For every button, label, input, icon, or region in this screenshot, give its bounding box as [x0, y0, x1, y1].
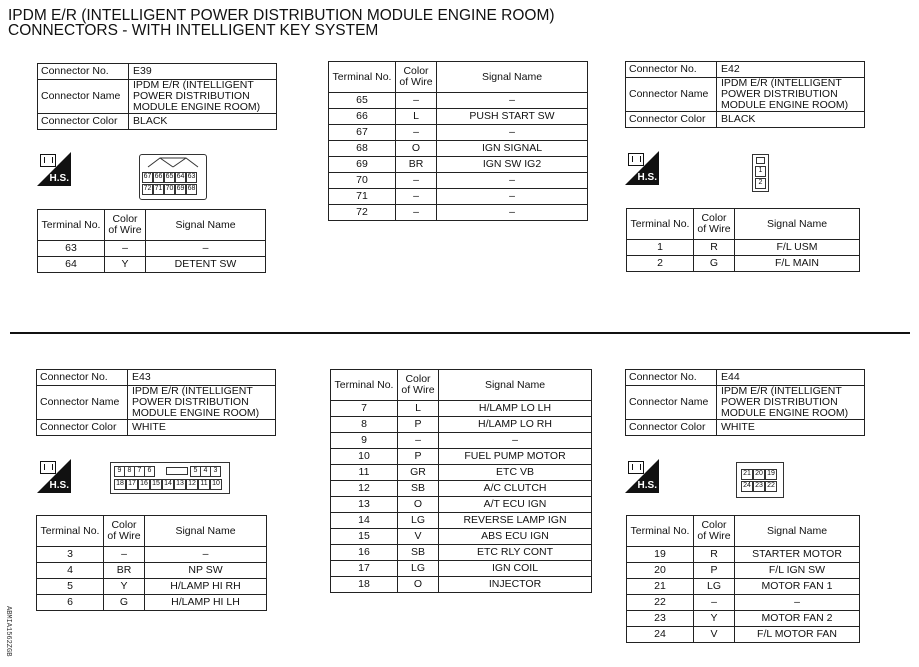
wire-color-cell: – — [396, 173, 437, 189]
wire-color-cell: G — [104, 595, 145, 611]
signal-name-cell: – — [437, 189, 588, 205]
signal-name-header: Signal Name — [146, 210, 266, 241]
signal-name-cell: – — [439, 433, 592, 449]
connector-pin: 69 — [175, 184, 186, 195]
signal-name-header: Signal Name — [735, 209, 860, 240]
connector-pin: 65 — [164, 172, 175, 183]
page-title-line-2: CONNECTORS - WITH INTELLIGENT KEY SYSTEM — [8, 22, 379, 39]
wire-color-cell: – — [105, 241, 146, 257]
connector-no-label: Connector No. — [626, 62, 717, 78]
signal-name-cell: IGN SW IG2 — [437, 157, 588, 173]
connector-pin: 5 — [190, 466, 201, 477]
terminal-no-cell: 65 — [329, 93, 396, 109]
signal-name-cell: F/L USM — [735, 240, 860, 256]
terminal-no-header: Terminal No. — [627, 209, 694, 240]
terminal-no-cell: 71 — [329, 189, 396, 205]
signal-name-cell: ABS ECU IGN — [439, 529, 592, 545]
signal-name-cell: – — [437, 125, 588, 141]
terminal-no-cell: 64 — [38, 257, 105, 273]
signal-name-cell: PUSH START SW — [437, 109, 588, 125]
connector-pin: 9 — [114, 466, 125, 477]
terminal-no-cell: 19 — [627, 547, 694, 563]
table-row — [329, 173, 588, 189]
e44-connector-no: E44 — [717, 370, 865, 386]
e44-terminal-table — [626, 515, 860, 643]
terminal-no-cell: 16 — [331, 545, 398, 561]
e42-connector-no: E42 — [717, 62, 865, 78]
wire-color-cell: Y — [104, 579, 145, 595]
wire-color-cell: LG — [694, 579, 735, 595]
hs-harness-side-icon: H.S. — [625, 151, 659, 185]
signal-name-cell: – — [437, 205, 588, 221]
signal-name-cell: H/LAMP HI RH — [145, 579, 267, 595]
terminal-no-header: Terminal No. — [627, 516, 694, 547]
terminal-no-cell: 10 — [331, 449, 398, 465]
signal-name-cell: F/L IGN SW — [735, 563, 860, 579]
connector-pin: 24 — [741, 481, 753, 492]
terminal-no-cell: 12 — [331, 481, 398, 497]
wire-color-cell: R — [694, 240, 735, 256]
page-title — [8, 8, 555, 38]
signal-name-cell: A/T ECU IGN — [439, 497, 592, 513]
connector-name-label: Connector Name — [37, 386, 128, 420]
connector-pin: 68 — [186, 184, 197, 195]
connector-pin: 67 — [142, 172, 153, 183]
table-row — [329, 189, 588, 205]
signal-name-cell: ETC VB — [439, 465, 592, 481]
table-row — [627, 595, 860, 611]
terminal-no-cell: 15 — [331, 529, 398, 545]
terminal-no-cell: 20 — [627, 563, 694, 579]
connector-pin: 13 — [174, 479, 186, 490]
wire-color-cell: P — [398, 449, 439, 465]
wire-color-cell: P — [398, 417, 439, 433]
color-of-wire-header: Color of Wire — [105, 210, 146, 241]
table-row — [331, 545, 592, 561]
terminal-no-cell: 70 — [329, 173, 396, 189]
e39-connector-color: BLACK — [129, 114, 277, 130]
signal-name-header: Signal Name — [735, 516, 860, 547]
signal-name-cell: DETENT SW — [146, 257, 266, 273]
connector-pin: 3 — [210, 466, 221, 477]
terminal-no-cell: 7 — [331, 401, 398, 417]
connector-pin: 64 — [175, 172, 186, 183]
connector-color-label: Connector Color — [37, 420, 128, 436]
signal-name-cell: H/LAMP HI LH — [145, 595, 267, 611]
wire-color-cell: – — [396, 189, 437, 205]
hs-harness-side-icon: H.S. — [37, 152, 71, 186]
terminal-no-cell: 22 — [627, 595, 694, 611]
table-row — [627, 240, 860, 256]
terminal-no-cell: 5 — [37, 579, 104, 595]
connector-pin: 21 — [741, 469, 753, 480]
signal-name-cell: FUEL PUMP MOTOR — [439, 449, 592, 465]
color-of-wire-header: Color of Wire — [694, 516, 735, 547]
terminal-no-cell: 1 — [627, 240, 694, 256]
table-row — [331, 529, 592, 545]
e39-terminal-table-continued — [328, 61, 588, 221]
signal-name-cell: F/L MOTOR FAN — [735, 627, 860, 643]
terminal-no-cell: 8 — [331, 417, 398, 433]
connector-pin: 7 — [134, 466, 145, 477]
table-row — [329, 157, 588, 173]
terminal-no-header: Terminal No. — [329, 62, 396, 93]
wire-color-cell: – — [104, 547, 145, 563]
hs-harness-side-icon: H.S. — [37, 459, 71, 493]
e43-connector-face-diagram — [110, 462, 230, 494]
signal-name-cell: – — [145, 547, 267, 563]
connector-pin: 17 — [126, 479, 138, 490]
wire-color-cell: V — [398, 529, 439, 545]
table-row — [38, 241, 266, 257]
e42-info-table — [625, 61, 865, 128]
table-row — [37, 595, 267, 611]
wire-color-cell: O — [398, 577, 439, 593]
connector-pin: 1 — [755, 166, 766, 177]
signal-name-cell: ETC RLY CONT — [439, 545, 592, 561]
terminal-no-cell: 17 — [331, 561, 398, 577]
wire-color-cell: – — [396, 205, 437, 221]
terminal-no-cell: 2 — [627, 256, 694, 272]
wire-color-cell: V — [694, 627, 735, 643]
wire-color-cell: L — [398, 401, 439, 417]
terminal-no-header: Terminal No. — [38, 210, 105, 241]
terminal-no-cell: 21 — [627, 579, 694, 595]
connector-pin: 66 — [153, 172, 164, 183]
e42-terminal-table — [626, 208, 860, 272]
wire-color-cell: P — [694, 563, 735, 579]
e42-connector-name: IPDM E/R (INTELLIGENT POWER DISTRIBUTION MODULE ENGINE ROOM) — [717, 78, 865, 112]
wire-color-cell: LG — [398, 561, 439, 577]
table-row — [331, 561, 592, 577]
wire-color-cell: BR — [104, 563, 145, 579]
connector-pin: 4 — [200, 466, 211, 477]
connector-pin: 72 — [142, 184, 153, 195]
table-row — [331, 497, 592, 513]
signal-name-cell: REVERSE LAMP IGN — [439, 513, 592, 529]
wire-color-cell: G — [694, 256, 735, 272]
connector-key — [166, 467, 188, 475]
e43-info-table — [36, 369, 276, 436]
color-of-wire-header: Color of Wire — [396, 62, 437, 93]
wire-color-cell: GR — [398, 465, 439, 481]
table-row — [329, 205, 588, 221]
wire-color-cell: R — [694, 547, 735, 563]
connector-name-label: Connector Name — [626, 386, 717, 420]
connector-pin: 71 — [153, 184, 164, 195]
terminal-no-cell: 69 — [329, 157, 396, 173]
connector-name-label: Connector Name — [38, 80, 129, 114]
terminal-no-cell: 18 — [331, 577, 398, 593]
table-row — [627, 563, 860, 579]
wire-color-cell: BR — [396, 157, 437, 173]
table-row — [627, 611, 860, 627]
table-row — [331, 577, 592, 593]
table-row — [329, 141, 588, 157]
terminal-no-cell: 72 — [329, 205, 396, 221]
table-row — [627, 627, 860, 643]
connector-pin: 11 — [198, 479, 210, 490]
connector-pin: 18 — [114, 479, 126, 490]
connector-pin: 22 — [765, 481, 777, 492]
signal-name-cell: IGN SIGNAL — [437, 141, 588, 157]
e39-connector-face-diagram — [139, 154, 207, 200]
connector-no-label: Connector No. — [38, 64, 129, 80]
table-row — [627, 256, 860, 272]
e44-connector-name: IPDM E/R (INTELLIGENT POWER DISTRIBUTION MODULE ENGINE ROOM) — [717, 386, 865, 420]
wire-color-cell: – — [398, 433, 439, 449]
table-row — [331, 513, 592, 529]
e39-connector-name: IPDM E/R (INTELLIGENT POWER DISTRIBUTION MODULE ENGINE ROOM) — [129, 80, 277, 114]
e39-connector-latch — [140, 155, 206, 169]
table-row — [37, 579, 267, 595]
table-row — [627, 547, 860, 563]
signal-name-cell: A/C CLUTCH — [439, 481, 592, 497]
signal-name-cell: H/LAMP LO RH — [439, 417, 592, 433]
signal-name-cell: STARTER MOTOR — [735, 547, 860, 563]
terminal-no-cell: 4 — [37, 563, 104, 579]
terminal-no-cell: 66 — [329, 109, 396, 125]
connector-pin: 20 — [753, 469, 765, 480]
signal-name-cell: INJECTOR — [439, 577, 592, 593]
signal-name-header: Signal Name — [439, 370, 592, 401]
signal-name-cell: – — [146, 241, 266, 257]
signal-name-header: Signal Name — [437, 62, 588, 93]
connector-pin: 10 — [210, 479, 222, 490]
signal-name-cell: – — [735, 595, 860, 611]
e39-info-table — [37, 63, 277, 130]
table-row — [627, 579, 860, 595]
connector-no-label: Connector No. — [37, 370, 128, 386]
terminal-no-cell: 68 — [329, 141, 396, 157]
e44-connector-face-diagram — [736, 462, 784, 498]
terminal-no-cell: 11 — [331, 465, 398, 481]
hs-harness-side-icon: H.S. — [625, 459, 659, 493]
connector-pin: 12 — [186, 479, 198, 490]
wire-color-cell: O — [396, 141, 437, 157]
connector-key — [756, 157, 765, 164]
signal-name-cell: MOTOR FAN 1 — [735, 579, 860, 595]
color-of-wire-header: Color of Wire — [694, 209, 735, 240]
terminal-no-cell: 67 — [329, 125, 396, 141]
table-row — [37, 547, 267, 563]
connector-no-label: Connector No. — [626, 370, 717, 386]
terminal-no-cell: 3 — [37, 547, 104, 563]
connector-pin: 14 — [162, 479, 174, 490]
terminal-no-cell: 23 — [627, 611, 694, 627]
table-row — [38, 257, 266, 273]
wire-color-cell: LG — [398, 513, 439, 529]
table-row — [331, 417, 592, 433]
e43-connector-no: E43 — [128, 370, 276, 386]
terminal-no-cell: 13 — [331, 497, 398, 513]
terminal-no-cell: 9 — [331, 433, 398, 449]
wire-color-cell: SB — [398, 481, 439, 497]
color-of-wire-header: Color of Wire — [398, 370, 439, 401]
signal-name-cell: NP SW — [145, 563, 267, 579]
terminal-no-cell: 6 — [37, 595, 104, 611]
table-row — [329, 93, 588, 109]
connector-pin: 16 — [138, 479, 150, 490]
e43-terminal-table-continued — [330, 369, 592, 593]
table-row — [37, 563, 267, 579]
wire-color-cell: – — [694, 595, 735, 611]
connector-color-label: Connector Color — [626, 420, 717, 436]
e39-connector-no: E39 — [129, 64, 277, 80]
wire-color-cell: Y — [105, 257, 146, 273]
terminal-no-cell: 14 — [331, 513, 398, 529]
table-row — [329, 109, 588, 125]
connector-name-label: Connector Name — [626, 78, 717, 112]
terminal-no-cell: 63 — [38, 241, 105, 257]
table-row — [331, 401, 592, 417]
signal-name-cell: F/L MAIN — [735, 256, 860, 272]
connector-pin: 6 — [144, 466, 155, 477]
connector-pin: 15 — [150, 479, 162, 490]
signal-name-cell: IGN COIL — [439, 561, 592, 577]
connector-pin: 23 — [753, 481, 765, 492]
signal-name-cell: – — [437, 173, 588, 189]
connector-color-label: Connector Color — [38, 114, 129, 130]
connector-pin: 2 — [755, 178, 766, 189]
wire-color-cell: – — [396, 93, 437, 109]
terminal-no-cell: 24 — [627, 627, 694, 643]
signal-name-cell: H/LAMP LO LH — [439, 401, 592, 417]
e43-connector-color: WHITE — [128, 420, 276, 436]
e43-terminal-table — [36, 515, 267, 611]
terminal-no-header: Terminal No. — [331, 370, 398, 401]
wire-color-cell: L — [396, 109, 437, 125]
wire-color-cell: O — [398, 497, 439, 513]
wire-color-cell: Y — [694, 611, 735, 627]
e42-connector-face-diagram — [752, 154, 769, 192]
color-of-wire-header: Color of Wire — [104, 516, 145, 547]
e44-connector-color: WHITE — [717, 420, 865, 436]
page-title-line-1: IPDM E/R (INTELLIGENT POWER DISTRIBUTION MODULE ENGINE ROOM) — [8, 7, 555, 24]
e39-terminal-table — [37, 209, 266, 273]
signal-name-header: Signal Name — [145, 516, 267, 547]
wire-color-cell: – — [396, 125, 437, 141]
wire-color-cell: SB — [398, 545, 439, 561]
connector-pin: 70 — [164, 184, 175, 195]
e43-connector-name: IPDM E/R (INTELLIGENT POWER DISTRIBUTION MODULE ENGINE ROOM) — [128, 386, 276, 420]
e44-info-table — [625, 369, 865, 436]
connector-pin: 8 — [124, 466, 135, 477]
connector-pin: 63 — [186, 172, 197, 183]
terminal-no-header: Terminal No. — [37, 516, 104, 547]
table-row — [331, 481, 592, 497]
figure-code: ABMIA1562ZGB — [4, 606, 12, 657]
table-row — [331, 433, 592, 449]
table-row — [331, 465, 592, 481]
section-divider — [10, 332, 910, 334]
connector-pin: 19 — [765, 469, 777, 480]
table-row — [329, 125, 588, 141]
e42-connector-color: BLACK — [717, 112, 865, 128]
signal-name-cell: MOTOR FAN 2 — [735, 611, 860, 627]
table-row — [331, 449, 592, 465]
connector-color-label: Connector Color — [626, 112, 717, 128]
signal-name-cell: – — [437, 93, 588, 109]
